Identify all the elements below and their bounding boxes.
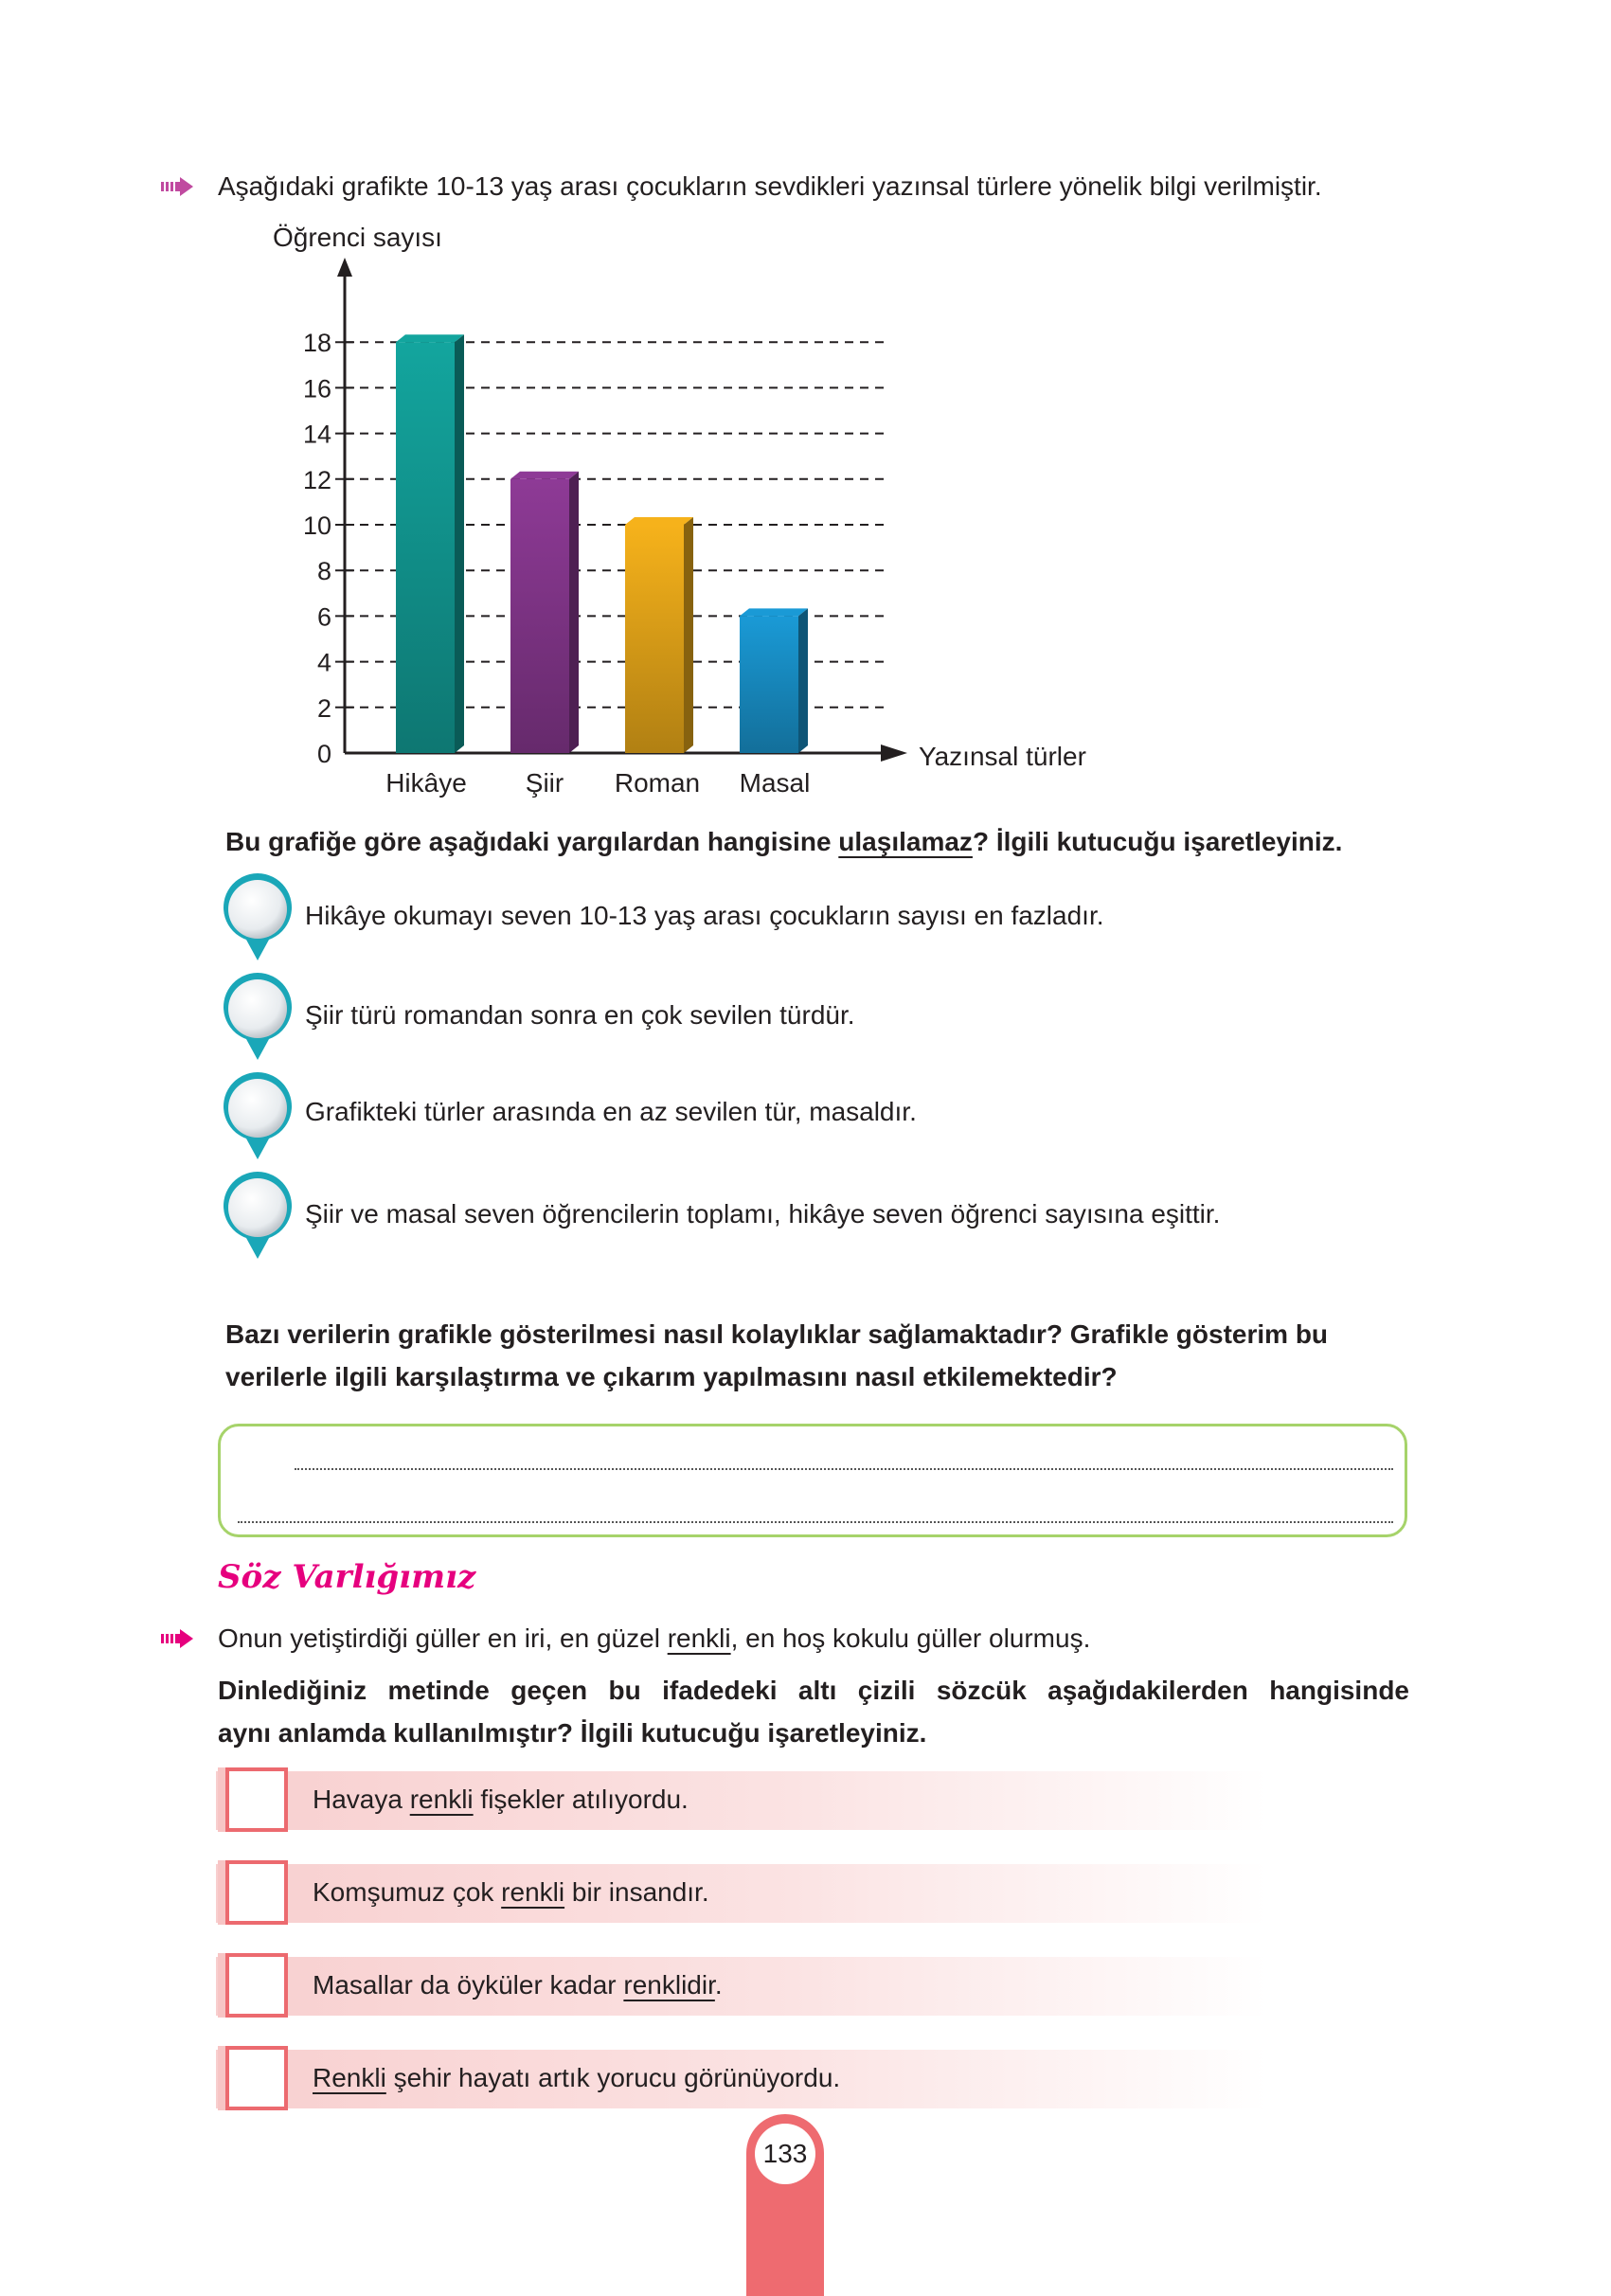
radio-pin-icon[interactable]: [220, 1170, 295, 1265]
question3-line2: aynı anlamda kullanılmıştır? İlgili kutucuğu işaretleyiniz.: [218, 1718, 927, 1748]
x-axis-label: Yazınsal türler: [919, 742, 1086, 771]
bar-side-Şiir: [569, 472, 579, 753]
option2-1-underlined: renkli: [409, 1785, 474, 1814]
bar-side-Roman: [684, 517, 693, 753]
checkbox-1[interactable]: [225, 1767, 288, 1832]
y-tick-label: 4: [316, 648, 331, 677]
section-title: Söz Varlığımız: [218, 1558, 476, 1596]
option-2-text: Şiir türü romandan sonra en çok sevilen türdür.: [305, 1000, 855, 1030]
y-tick-label: 14: [302, 420, 331, 449]
question3-line1: Dinlediğiniz metinde geçen bu ifadedeki altı çizili sözcük aşağıdakilerden hangisinde: [218, 1676, 1409, 1705]
bar-Roman: [625, 525, 684, 753]
x-ticks: [385, 768, 810, 798]
option2-1-pre: Havaya: [313, 1785, 410, 1814]
radio-pin-icon[interactable]: [220, 871, 295, 966]
y-axis-label: Öğrenci sayısı: [273, 223, 442, 252]
option2-2-text: [313, 1876, 709, 1909]
y-tick-label: 12: [302, 465, 331, 494]
option2-1-post: fişekler atılıyordu.: [473, 1785, 689, 1814]
radio-pin-icon[interactable]: [220, 1070, 295, 1165]
question2-line1: Bazı verilerin grafikle gösterilmesi nasıl kolaylıklar sağlamaktadır? Grafikle gösterim bu: [225, 1319, 1329, 1349]
y-tick-label: 16: [302, 374, 331, 404]
bar-Şiir: [510, 479, 569, 753]
option2-3-pre: Masallar da öyküler kadar: [313, 1970, 624, 2000]
sentence-text: [218, 1623, 1090, 1655]
answer-line-2[interactable]: [238, 1521, 1393, 1523]
checkbox-2[interactable]: [225, 1860, 288, 1925]
sentence-pre: Onun yetiştirdiği güller en iri, en güzel: [218, 1623, 668, 1653]
y-tick-label: 8: [316, 557, 331, 586]
x-tick-label: Roman: [614, 768, 701, 798]
bar-top-Şiir: [510, 472, 579, 479]
question1-underlined: ulaşılamaz: [838, 827, 973, 856]
bar-top-Roman: [625, 517, 693, 525]
option2-4-text: [313, 2062, 840, 2094]
option-1-text: Hikâye okumayı seven 10-13 yaş arası çocukların sayısı en fazladır.: [305, 901, 1104, 930]
option2-2-post: bir insandır.: [564, 1877, 709, 1907]
radio-pin-icon[interactable]: [220, 971, 295, 1066]
arrow-bullet-icon: [161, 1627, 197, 1650]
option2-4-post: şehir hayatı artık yorucu görünüyordu.: [385, 2063, 841, 2092]
option2-2-underlined: renkli: [501, 1877, 565, 1907]
answer-box[interactable]: [218, 1424, 1407, 1537]
bars: [396, 334, 808, 753]
bar-side-Hikâye: [455, 334, 464, 753]
option2-3-underlined: renklidir: [623, 1970, 715, 2000]
option-3-text: Grafikteki türler arasında en az sevilen tür, masaldır.: [305, 1097, 917, 1126]
answer-line-1[interactable]: [295, 1468, 1393, 1470]
question2-line2: verilerle ilgili karşılaştırma ve çıkarım yapılmasını nasıl etkilemektedir?: [225, 1362, 1118, 1391]
page-number: 133: [755, 2124, 815, 2184]
option2-2-pre: Komşumuz çok: [313, 1877, 502, 1907]
intro-text: Aşağıdaki grafikte 10-13 yaş arası çocukların sevdikleri yazınsal türlere yönelik bilgi verilmiştir.: [218, 171, 1322, 201]
bar-top-Hikâye: [396, 334, 464, 342]
question1-post: ? İlgili kutucuğu işaretleyiniz.: [972, 827, 1343, 856]
option2-4-underlined: Renkli: [313, 2063, 386, 2092]
sentence-underlined: renkli: [667, 1623, 731, 1653]
bar-Hikâye: [396, 342, 455, 753]
y-tick-label: 0: [316, 740, 331, 768]
checkbox-3[interactable]: [225, 1953, 288, 2018]
option2-1-text: [313, 1784, 689, 1816]
x-tick-label: Masal: [739, 768, 811, 798]
option2-3-post: .: [714, 1970, 723, 2000]
question1-pre: Bu grafiğe göre aşağıdaki yargılardan hangisine: [225, 827, 839, 856]
y-tick-label: 6: [316, 602, 331, 632]
bar-Masal: [740, 616, 798, 753]
y-tick-label: 18: [302, 329, 331, 358]
x-axis-arrow-icon: [881, 744, 907, 762]
option2-3-text: [313, 1969, 723, 2001]
question1-text: [225, 826, 1342, 858]
bar-top-Masal: [740, 608, 808, 616]
y-ticks: [303, 329, 354, 768]
sentence-post: , en hoş kokulu güller olurmuş.: [730, 1623, 1091, 1653]
y-tick-label: 2: [316, 693, 331, 723]
bar-side-Masal: [798, 608, 808, 753]
y-axis-arrow-icon: [337, 258, 352, 277]
bar-chart: [0, 0, 1611, 815]
x-tick-label: Şiir: [525, 768, 564, 798]
checkbox-4[interactable]: [225, 2046, 288, 2110]
option-4-text: Şiir ve masal seven öğrencilerin toplamı, hikâye seven öğrenci sayısına eşittir.: [305, 1199, 1221, 1229]
x-tick-label: Hikâye: [385, 768, 467, 798]
y-tick-label: 10: [302, 511, 331, 540]
